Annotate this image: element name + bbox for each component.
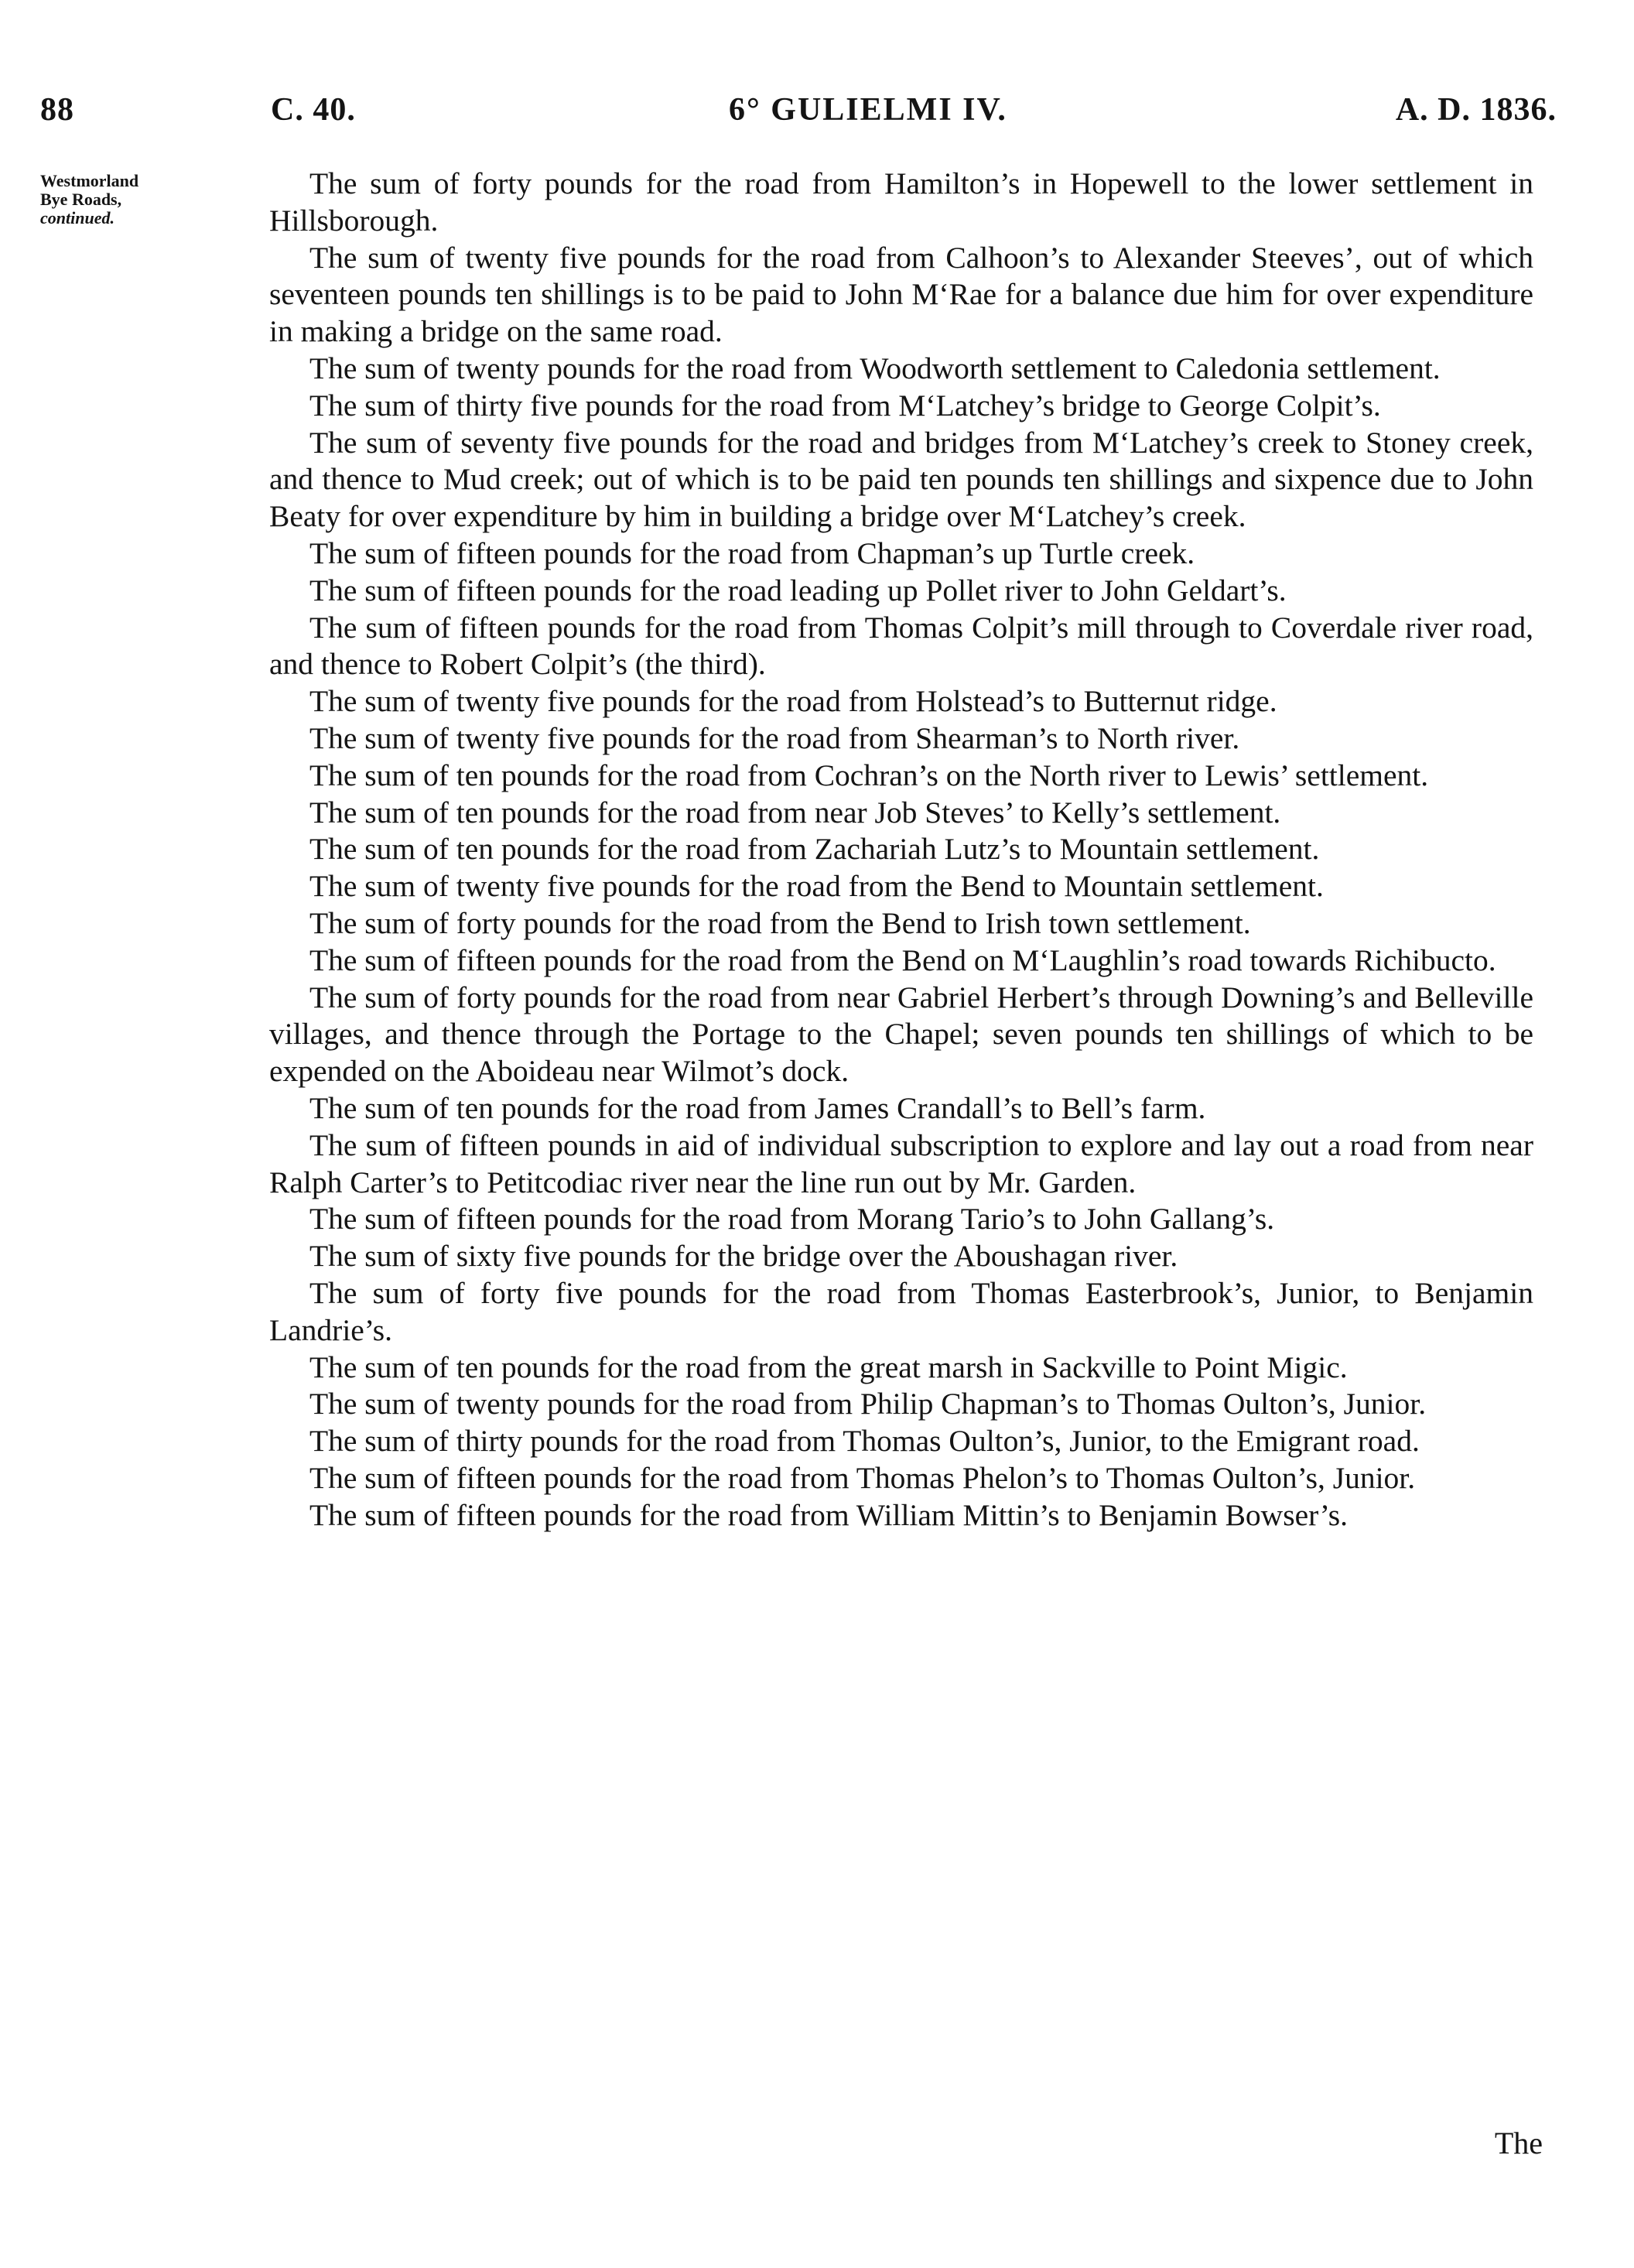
paragraph: The sum of twenty five pounds for the road from Calhoon’s to Alexander Steeves’, out of which seventeen pounds ten shillings is to be paid to John M‘Rae for a balance due him for over expenditure in making a bridge on the same road. [269,240,1533,349]
paragraph: The sum of ten pounds for the road from the great marsh in Sackville to Point Migic. [309,1350,1348,1384]
body-text [269,166,1533,1534]
margin-note-line: continued. [40,208,115,227]
paragraph: The sum of fifteen pounds for the road from William Mittin’s to Benjamin Bowser’s. [309,1497,1348,1532]
paragraph: The sum of fifteen pounds for the road from Morang Tario’s to John Gallang’s. [309,1202,1275,1237]
paragraph: The sum of forty five pounds for the road from Thomas Easterbrook’s, Junior, to Benjamin Landrie’s. [269,1275,1533,1347]
regnal-title: 6° GULIELMI IV. [729,92,1007,128]
paragraph: The sum of seventy five pounds for the road and bridges from M‘Latchey’s creek to Stoney creek, and thence to Mud creek; out of which is to be paid ten pounds ten shillings and sixpence due to John Beaty for over expenditure by him in building a bridge over M‘Latchey’s creek. [269,425,1533,534]
catchword: The [1494,2126,1543,2160]
paragraph: The sum of twenty five pounds for the road from Holstead’s to Butternut ridge. [309,684,1277,719]
paragraph: The sum of twenty pounds for the road from Woodworth settlement to Caledonia settlement. [309,351,1441,385]
paragraph: The sum of forty pounds for the road from Hamilton’s in Hopewell to the lower settlement in Hillsborough. [269,166,1533,238]
paragraph: The sum of forty pounds for the road from near Gabriel Herbert’s through Downing’s and Belleville villages, and thence through the Portage to the Chapel; seven pounds ten shillings of which to be expended on the Aboideau near Wilmot’s dock. [269,980,1533,1089]
paragraph: The sum of forty pounds for the road from the Bend to Irish town settlement. [309,905,1251,940]
paragraph: The sum of sixty five pounds for the bridge over the Aboushagan river. [309,1239,1178,1274]
chapter-number: C. 40. [271,92,356,128]
paragraph: The sum of ten pounds for the road from Cochran’s on the North river to Lewis’ settlement. [309,758,1429,792]
paragraph: The sum of ten pounds for the road from Zachariah Lutz’s to Mountain settlement. [309,832,1320,867]
paragraph: The sum of twenty five pounds for the road from Shearman’s to North river. [309,720,1240,755]
paragraph: The sum of thirty five pounds for the road from M‘Latchey’s bridge to George Colpit’s. [309,388,1381,422]
margin-note-line: Bye Roads, [40,190,122,209]
page-number: 88 [40,92,74,128]
paragraph: The sum of fifteen pounds for the road from Thomas Phelon’s to Thomas Oulton’s, Junior. [309,1460,1416,1495]
margin-note-line: Westmorland [40,171,139,190]
paragraph: The sum of fifteen pounds for the road from Chapman’s up Turtle creek. [309,535,1195,570]
paragraph: The sum of fifteen pounds for the road leading up Pollet river to John Geldart’s. [309,573,1287,607]
paragraph: The sum of ten pounds for the road from near Job Steves’ to Kelly’s settlement. [309,795,1281,830]
paragraph: The sum of fifteen pounds in aid of individual subscription to explore and lay out a road from near Ralph Carter’s to Petitcodiac river near the line run out by Mr. Garden. [269,1127,1533,1199]
running-header [40,87,1557,133]
paragraph: The sum of ten pounds for the road from James Crandall’s to Bell’s farm. [309,1090,1206,1125]
year: A. D. 1836. [1395,92,1557,128]
paragraph: The sum of fifteen pounds for the road from Thomas Colpit’s mill through to Coverdale river road, and thence to Robert Colpit’s (the third). [269,610,1533,682]
paragraph: The sum of twenty five pounds for the road from the Bend to Mountain settlement. [309,869,1324,904]
paragraph: The sum of twenty pounds for the road from Philip Chapman’s to Thomas Oulton’s, Junior. [309,1387,1427,1421]
paragraph: The sum of thirty pounds for the road from Thomas Oulton’s, Junior, to the Emigrant road. [309,1424,1420,1459]
paragraph: The sum of fifteen pounds for the road from the Bend on M‘Laughlin’s road towards Richibucto. [309,942,1496,977]
margin-note [40,172,241,227]
